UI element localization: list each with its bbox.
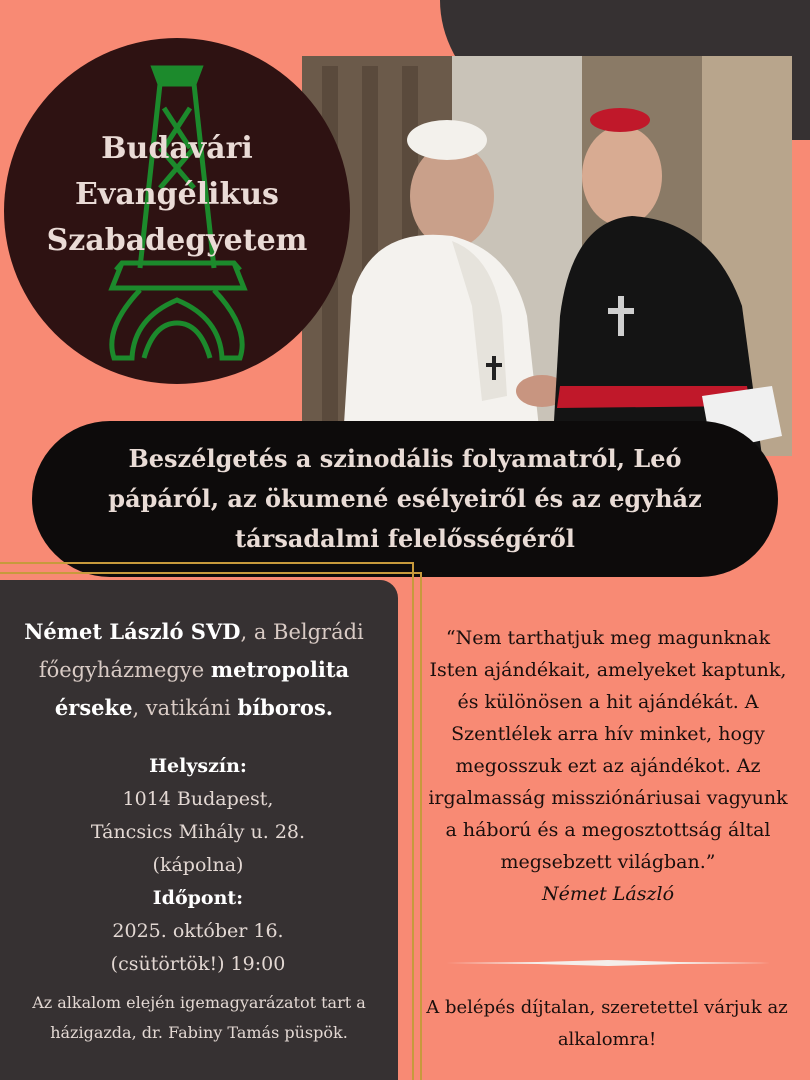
logo-line-3: Szabadegyetem [46,223,308,258]
location-line-1: 1014 Budapest, [122,788,274,810]
time-label: Időpont: [152,887,244,909]
location-label: Helyszín: [149,755,247,777]
gold-line-horizontal-1 [0,562,414,564]
speaker-rank: bíboros. [237,695,334,720]
quote-author: Német László [541,883,675,905]
quote-text: “Nem tarthatjuk meg magunknak Isten ajándékait, amelyeket kaptunk, és különösen a hit ajándékát. A Szentlélek arra hív minket, hogy megosszuk ezt az ajándékot. Az irgalmasság missziónáriusai vagyunk a háború és a megosztottság által megsebzett világban.” [428,627,788,873]
gold-line-vertical-2 [420,572,422,1080]
quote-block [428,622,788,910]
speaker-text-2: , vatikáni [132,696,238,720]
location-line-2: Táncsics Mihály u. 28. [90,821,306,843]
speaker-intro [6,613,382,727]
gold-line-horizontal-2 [0,572,422,574]
event-day-time: (csütörtök!) 19:00 [110,953,286,975]
event-details [20,750,376,981]
event-date: 2025. október 16. [112,920,284,942]
handshake-photo [302,56,792,456]
gold-line-vertical-1 [412,562,414,1080]
divider-line [446,960,770,966]
speaker-title: metropolita érseke [54,657,350,720]
title-banner [32,421,778,577]
speaker-text-1: , a Belgrádi főegyházmegye [38,620,364,682]
location-line-3: (kápolna) [152,854,244,876]
invitation-text: A belépés díjtalan, szeretettel várjuk az alkalomra! [426,997,788,1050]
logo [4,38,350,384]
host-note: Az alkalom elején igemagyarázatot tart a házigazda, dr. Fabiny Tamás püspök. [32,993,366,1042]
logo-line-2: Evangélikus [75,177,279,212]
event-title: Beszélgetés a szinodális folyamatról, Leó pápáról, az ökumené esélyeiről és az egyház társadalmi felelősségéről [108,444,702,553]
logo-line-1: Budavári [101,131,253,166]
speaker-name: Német László SVD [24,619,241,644]
